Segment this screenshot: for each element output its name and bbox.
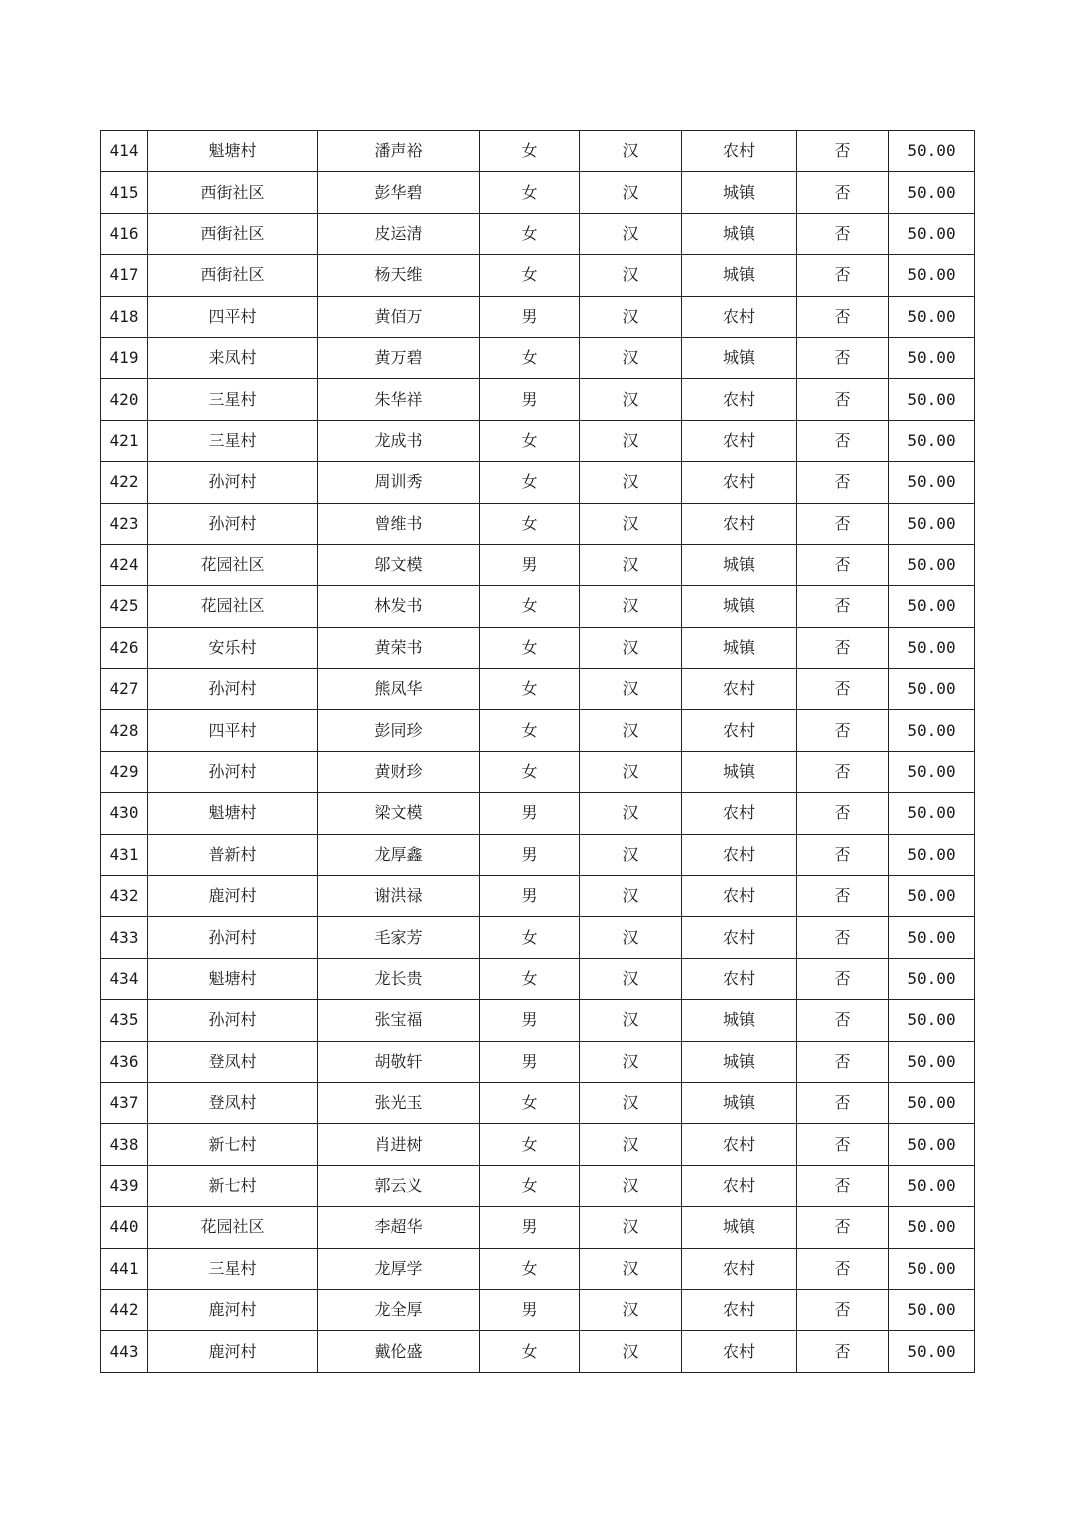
row-number-cell: 415	[101, 172, 148, 213]
gender-cell: 男	[480, 834, 580, 875]
table-row	[101, 710, 975, 751]
row-number-cell: 434	[101, 958, 148, 999]
flag-value-cell: 否	[797, 1207, 889, 1248]
ethnicity-cell: 汉	[580, 586, 682, 627]
table-row	[101, 379, 975, 420]
table-row	[101, 213, 975, 254]
village-name-cell: 花园社区	[148, 544, 318, 585]
ethnicity-cell: 汉	[580, 958, 682, 999]
village-name-cell: 花园社区	[148, 586, 318, 627]
amount-cell: 50.00	[889, 1041, 975, 1082]
village-name-cell: 孙河村	[148, 917, 318, 958]
row-number-cell: 431	[101, 834, 148, 875]
gender-cell: 男	[480, 296, 580, 337]
table-row	[101, 1124, 975, 1165]
ethnicity-cell: 汉	[580, 1041, 682, 1082]
ethnicity-cell: 汉	[580, 1207, 682, 1248]
ethnicity-cell: 汉	[580, 1248, 682, 1289]
residence-type-cell: 城镇	[682, 213, 797, 254]
ethnicity-cell: 汉	[580, 296, 682, 337]
ethnicity-cell: 汉	[580, 544, 682, 585]
table-row	[101, 1289, 975, 1330]
table-row	[101, 1000, 975, 1041]
flag-value-cell: 否	[797, 1289, 889, 1330]
amount-cell: 50.00	[889, 793, 975, 834]
ethnicity-cell: 汉	[580, 503, 682, 544]
person-name-cell: 曾维书	[318, 503, 480, 544]
flag-value-cell: 否	[797, 710, 889, 751]
residence-type-cell: 农村	[682, 131, 797, 172]
amount-cell: 50.00	[889, 834, 975, 875]
residence-type-cell: 城镇	[682, 544, 797, 585]
row-number-cell: 423	[101, 503, 148, 544]
amount-cell: 50.00	[889, 876, 975, 917]
gender-cell: 女	[480, 172, 580, 213]
amount-cell: 50.00	[889, 255, 975, 296]
flag-value-cell: 否	[797, 131, 889, 172]
village-name-cell: 三星村	[148, 420, 318, 461]
residence-type-cell: 农村	[682, 710, 797, 751]
person-name-cell: 龙全厚	[318, 1289, 480, 1330]
ethnicity-cell: 汉	[580, 131, 682, 172]
ethnicity-cell: 汉	[580, 1000, 682, 1041]
person-name-cell: 张光玉	[318, 1082, 480, 1123]
village-name-cell: 鹿河村	[148, 1331, 318, 1372]
ethnicity-cell: 汉	[580, 710, 682, 751]
residence-type-cell: 农村	[682, 1331, 797, 1372]
village-name-cell: 来凤村	[148, 337, 318, 378]
gender-cell: 女	[480, 1082, 580, 1123]
amount-cell: 50.00	[889, 1082, 975, 1123]
row-number-cell: 443	[101, 1331, 148, 1372]
village-name-cell: 西街社区	[148, 213, 318, 254]
residence-type-cell: 城镇	[682, 1207, 797, 1248]
row-number-cell: 430	[101, 793, 148, 834]
ethnicity-cell: 汉	[580, 462, 682, 503]
residence-type-cell: 农村	[682, 1248, 797, 1289]
village-name-cell: 孙河村	[148, 751, 318, 792]
flag-value-cell: 否	[797, 544, 889, 585]
ethnicity-cell: 汉	[580, 793, 682, 834]
residence-type-cell: 农村	[682, 917, 797, 958]
village-name-cell: 魁塘村	[148, 793, 318, 834]
row-number-cell: 424	[101, 544, 148, 585]
ethnicity-cell: 汉	[580, 255, 682, 296]
amount-cell: 50.00	[889, 213, 975, 254]
gender-cell: 男	[480, 379, 580, 420]
residence-type-cell: 城镇	[682, 586, 797, 627]
table-row	[101, 1165, 975, 1206]
residence-type-cell: 农村	[682, 296, 797, 337]
flag-value-cell: 否	[797, 876, 889, 917]
flag-value-cell: 否	[797, 379, 889, 420]
flag-value-cell: 否	[797, 420, 889, 461]
gender-cell: 女	[480, 337, 580, 378]
gender-cell: 女	[480, 213, 580, 254]
village-name-cell: 登凤村	[148, 1082, 318, 1123]
table-row	[101, 337, 975, 378]
village-name-cell: 四平村	[148, 296, 318, 337]
village-name-cell: 新七村	[148, 1165, 318, 1206]
gender-cell: 女	[480, 1248, 580, 1289]
gender-cell: 女	[480, 958, 580, 999]
row-number-cell: 414	[101, 131, 148, 172]
gender-cell: 女	[480, 462, 580, 503]
flag-value-cell: 否	[797, 1082, 889, 1123]
flag-value-cell: 否	[797, 172, 889, 213]
gender-cell: 女	[480, 751, 580, 792]
residence-type-cell: 城镇	[682, 255, 797, 296]
amount-cell: 50.00	[889, 296, 975, 337]
amount-cell: 50.00	[889, 420, 975, 461]
village-name-cell: 三星村	[148, 1248, 318, 1289]
village-name-cell: 鹿河村	[148, 876, 318, 917]
row-number-cell: 428	[101, 710, 148, 751]
amount-cell: 50.00	[889, 131, 975, 172]
row-number-cell: 439	[101, 1165, 148, 1206]
ethnicity-cell: 汉	[580, 379, 682, 420]
flag-value-cell: 否	[797, 1041, 889, 1082]
table-row	[101, 876, 975, 917]
village-name-cell: 鹿河村	[148, 1289, 318, 1330]
table-row	[101, 255, 975, 296]
row-number-cell: 418	[101, 296, 148, 337]
row-number-cell: 442	[101, 1289, 148, 1330]
gender-cell: 男	[480, 793, 580, 834]
person-name-cell: 谢洪禄	[318, 876, 480, 917]
flag-value-cell: 否	[797, 669, 889, 710]
table-row	[101, 296, 975, 337]
person-name-cell: 龙厚学	[318, 1248, 480, 1289]
row-number-cell: 427	[101, 669, 148, 710]
amount-cell: 50.00	[889, 462, 975, 503]
gender-cell: 女	[480, 669, 580, 710]
person-name-cell: 毛家芳	[318, 917, 480, 958]
person-name-cell: 龙长贵	[318, 958, 480, 999]
person-name-cell: 龙成书	[318, 420, 480, 461]
ethnicity-cell: 汉	[580, 1082, 682, 1123]
gender-cell: 男	[480, 1207, 580, 1248]
person-name-cell: 黄佰万	[318, 296, 480, 337]
gender-cell: 女	[480, 627, 580, 668]
flag-value-cell: 否	[797, 1165, 889, 1206]
village-name-cell: 三星村	[148, 379, 318, 420]
flag-value-cell: 否	[797, 296, 889, 337]
person-name-cell: 黄荣书	[318, 627, 480, 668]
table-row	[101, 1041, 975, 1082]
residence-type-cell: 农村	[682, 1165, 797, 1206]
table-row	[101, 503, 975, 544]
amount-cell: 50.00	[889, 1165, 975, 1206]
person-name-cell: 杨天维	[318, 255, 480, 296]
gender-cell: 女	[480, 1331, 580, 1372]
row-number-cell: 436	[101, 1041, 148, 1082]
village-name-cell: 西街社区	[148, 255, 318, 296]
residence-type-cell: 城镇	[682, 627, 797, 668]
person-name-cell: 龙厚鑫	[318, 834, 480, 875]
residence-type-cell: 城镇	[682, 751, 797, 792]
amount-cell: 50.00	[889, 1289, 975, 1330]
village-name-cell: 花园社区	[148, 1207, 318, 1248]
gender-cell: 女	[480, 131, 580, 172]
flag-value-cell: 否	[797, 958, 889, 999]
residence-type-cell: 农村	[682, 379, 797, 420]
flag-value-cell: 否	[797, 627, 889, 668]
row-number-cell: 441	[101, 1248, 148, 1289]
table-row	[101, 793, 975, 834]
ethnicity-cell: 汉	[580, 751, 682, 792]
residence-type-cell: 农村	[682, 420, 797, 461]
table-row	[101, 131, 975, 172]
roster-table	[100, 130, 975, 1373]
person-name-cell: 潘声裕	[318, 131, 480, 172]
amount-cell: 50.00	[889, 1124, 975, 1165]
person-name-cell: 周训秀	[318, 462, 480, 503]
ethnicity-cell: 汉	[580, 420, 682, 461]
gender-cell: 女	[480, 586, 580, 627]
person-name-cell: 黄万碧	[318, 337, 480, 378]
amount-cell: 50.00	[889, 503, 975, 544]
person-name-cell: 戴伦盛	[318, 1331, 480, 1372]
table-row	[101, 627, 975, 668]
amount-cell: 50.00	[889, 710, 975, 751]
flag-value-cell: 否	[797, 834, 889, 875]
amount-cell: 50.00	[889, 544, 975, 585]
row-number-cell: 438	[101, 1124, 148, 1165]
residence-type-cell: 城镇	[682, 1041, 797, 1082]
gender-cell: 男	[480, 544, 580, 585]
table-row	[101, 462, 975, 503]
table-row	[101, 751, 975, 792]
row-number-cell: 419	[101, 337, 148, 378]
flag-value-cell: 否	[797, 1124, 889, 1165]
amount-cell: 50.00	[889, 751, 975, 792]
row-number-cell: 425	[101, 586, 148, 627]
person-name-cell: 彭同珍	[318, 710, 480, 751]
residence-type-cell: 农村	[682, 1124, 797, 1165]
village-name-cell: 登凤村	[148, 1041, 318, 1082]
table-row	[101, 917, 975, 958]
row-number-cell: 432	[101, 876, 148, 917]
residence-type-cell: 城镇	[682, 337, 797, 378]
table-row	[101, 586, 975, 627]
ethnicity-cell: 汉	[580, 669, 682, 710]
gender-cell: 男	[480, 1041, 580, 1082]
person-name-cell: 胡敬轩	[318, 1041, 480, 1082]
ethnicity-cell: 汉	[580, 627, 682, 668]
residence-type-cell: 农村	[682, 1289, 797, 1330]
person-name-cell: 梁文模	[318, 793, 480, 834]
gender-cell: 女	[480, 710, 580, 751]
village-name-cell: 四平村	[148, 710, 318, 751]
ethnicity-cell: 汉	[580, 213, 682, 254]
village-name-cell: 孙河村	[148, 503, 318, 544]
village-name-cell: 魁塘村	[148, 131, 318, 172]
flag-value-cell: 否	[797, 586, 889, 627]
table-row	[101, 420, 975, 461]
table-row	[101, 1331, 975, 1372]
ethnicity-cell: 汉	[580, 917, 682, 958]
flag-value-cell: 否	[797, 793, 889, 834]
person-name-cell: 黄财珍	[318, 751, 480, 792]
flag-value-cell: 否	[797, 1331, 889, 1372]
flag-value-cell: 否	[797, 917, 889, 958]
row-number-cell: 433	[101, 917, 148, 958]
amount-cell: 50.00	[889, 1000, 975, 1041]
amount-cell: 50.00	[889, 1207, 975, 1248]
flag-value-cell: 否	[797, 1248, 889, 1289]
table-row	[101, 958, 975, 999]
gender-cell: 女	[480, 255, 580, 296]
person-name-cell: 邬文模	[318, 544, 480, 585]
amount-cell: 50.00	[889, 379, 975, 420]
flag-value-cell: 否	[797, 1000, 889, 1041]
village-name-cell: 魁塘村	[148, 958, 318, 999]
ethnicity-cell: 汉	[580, 1124, 682, 1165]
amount-cell: 50.00	[889, 958, 975, 999]
amount-cell: 50.00	[889, 627, 975, 668]
row-number-cell: 426	[101, 627, 148, 668]
table-row	[101, 834, 975, 875]
amount-cell: 50.00	[889, 1331, 975, 1372]
row-number-cell: 416	[101, 213, 148, 254]
row-number-cell: 417	[101, 255, 148, 296]
person-name-cell: 林发书	[318, 586, 480, 627]
row-number-cell: 422	[101, 462, 148, 503]
amount-cell: 50.00	[889, 1248, 975, 1289]
table-row	[101, 1207, 975, 1248]
row-number-cell: 440	[101, 1207, 148, 1248]
person-name-cell: 朱华祥	[318, 379, 480, 420]
gender-cell: 女	[480, 503, 580, 544]
table-row	[101, 172, 975, 213]
person-name-cell: 李超华	[318, 1207, 480, 1248]
gender-cell: 女	[480, 917, 580, 958]
flag-value-cell: 否	[797, 503, 889, 544]
amount-cell: 50.00	[889, 586, 975, 627]
residence-type-cell: 农村	[682, 834, 797, 875]
table-row	[101, 1248, 975, 1289]
gender-cell: 男	[480, 1000, 580, 1041]
residence-type-cell: 农村	[682, 876, 797, 917]
row-number-cell: 435	[101, 1000, 148, 1041]
flag-value-cell: 否	[797, 337, 889, 378]
ethnicity-cell: 汉	[580, 337, 682, 378]
ethnicity-cell: 汉	[580, 834, 682, 875]
gender-cell: 女	[480, 1124, 580, 1165]
residence-type-cell: 农村	[682, 462, 797, 503]
person-name-cell: 张宝福	[318, 1000, 480, 1041]
flag-value-cell: 否	[797, 751, 889, 792]
gender-cell: 男	[480, 876, 580, 917]
amount-cell: 50.00	[889, 337, 975, 378]
residence-type-cell: 农村	[682, 958, 797, 999]
amount-cell: 50.00	[889, 669, 975, 710]
gender-cell: 女	[480, 420, 580, 461]
flag-value-cell: 否	[797, 462, 889, 503]
person-name-cell: 肖进树	[318, 1124, 480, 1165]
residence-type-cell: 城镇	[682, 1082, 797, 1123]
table-row	[101, 544, 975, 585]
row-number-cell: 420	[101, 379, 148, 420]
ethnicity-cell: 汉	[580, 1331, 682, 1372]
residence-type-cell: 城镇	[682, 172, 797, 213]
residence-type-cell: 农村	[682, 793, 797, 834]
person-name-cell: 彭华碧	[318, 172, 480, 213]
row-number-cell: 429	[101, 751, 148, 792]
gender-cell: 男	[480, 1289, 580, 1330]
amount-cell: 50.00	[889, 172, 975, 213]
flag-value-cell: 否	[797, 255, 889, 296]
row-number-cell: 437	[101, 1082, 148, 1123]
amount-cell: 50.00	[889, 917, 975, 958]
person-name-cell: 皮运清	[318, 213, 480, 254]
village-name-cell: 孙河村	[148, 462, 318, 503]
table-row	[101, 1082, 975, 1123]
village-name-cell: 孙河村	[148, 1000, 318, 1041]
person-name-cell: 熊凤华	[318, 669, 480, 710]
residence-type-cell: 农村	[682, 503, 797, 544]
table-row	[101, 669, 975, 710]
village-name-cell: 安乐村	[148, 627, 318, 668]
residence-type-cell: 农村	[682, 669, 797, 710]
ethnicity-cell: 汉	[580, 1289, 682, 1330]
village-name-cell: 普新村	[148, 834, 318, 875]
ethnicity-cell: 汉	[580, 172, 682, 213]
flag-value-cell: 否	[797, 213, 889, 254]
village-name-cell: 孙河村	[148, 669, 318, 710]
person-name-cell: 郭云义	[318, 1165, 480, 1206]
ethnicity-cell: 汉	[580, 876, 682, 917]
residence-type-cell: 城镇	[682, 1000, 797, 1041]
village-name-cell: 新七村	[148, 1124, 318, 1165]
village-name-cell: 西街社区	[148, 172, 318, 213]
row-number-cell: 421	[101, 420, 148, 461]
roster-body	[101, 131, 975, 1373]
gender-cell: 女	[480, 1165, 580, 1206]
ethnicity-cell: 汉	[580, 1165, 682, 1206]
